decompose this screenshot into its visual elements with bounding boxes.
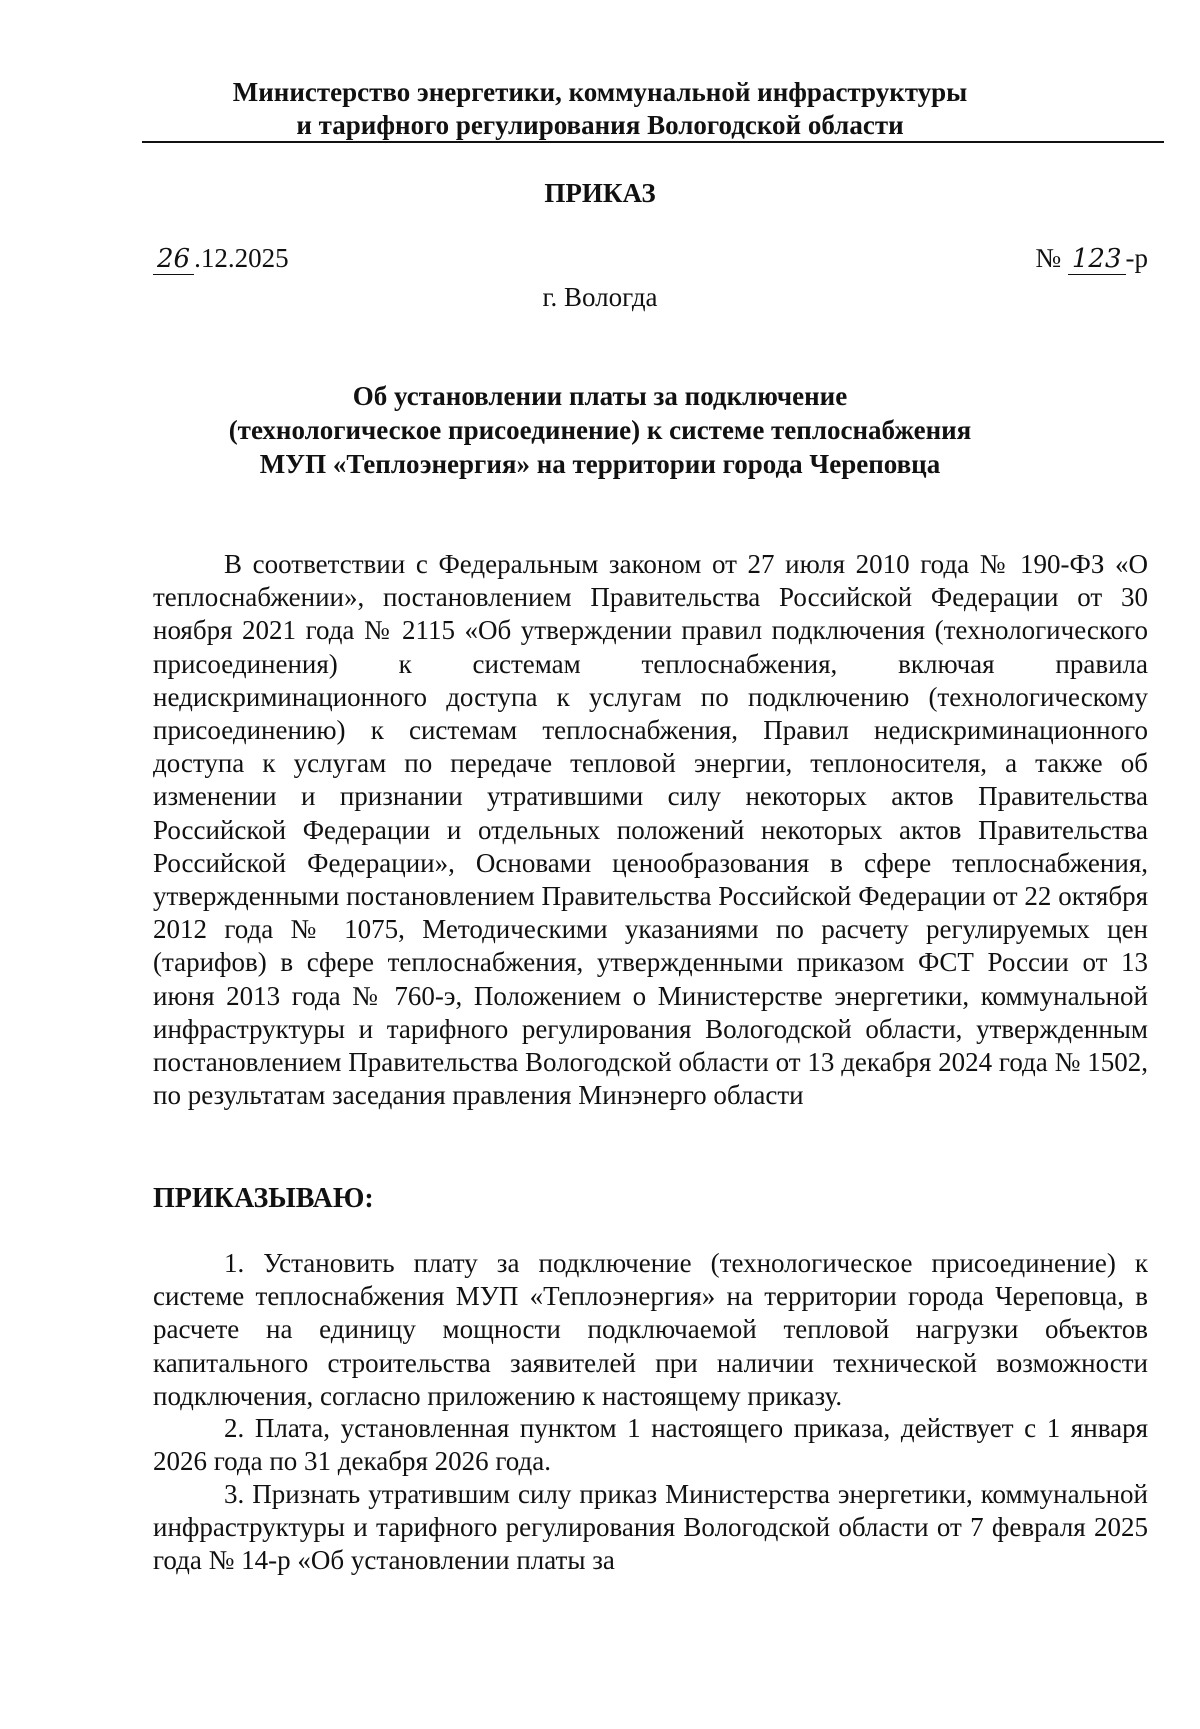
number-sign: № (1035, 243, 1062, 273)
order-point-1: 1. Установить плату за подключение (технологическое присоединение) к системе теплоснабжения МУП «Теплоэнергия» на территории города Череповца, в расчете на единицу мощности подключаемой тепловой нагрузки объектов капитального строительства заявителей при наличии технической возможности подключения, согласно приложению к настоящему приказу. (153, 1248, 1148, 1411)
date-month-year: .12.2025 (194, 243, 289, 273)
document-type: ПРИКАЗ (544, 178, 656, 208)
number-suffix: -р (1125, 243, 1148, 273)
ministry-line-2: и тарифного регулирования Вологодской области (296, 110, 904, 140)
order-point-3: 3. Признать утратившим силу приказ Министерства энергетики, коммунальной инфраструктуры и тарифного регулирования Вологодской области от 7 февраля 2025 года № 14-р «Об установлении платы за (153, 1479, 1148, 1576)
preamble-paragraph: В соответствии с Федеральным законом от 27 июля 2010 года № 190-ФЗ «О теплоснабжении», постановлением Правительства Российской Федерации от 30 ноября 2021 года № 2115 «Об утверждении правил подключения (технологического присоединения) к системам теплоснабжения, включая правила недискриминационного доступа к услугам по подключению (технологическому присоединению) к системам теплоснабжения, Правил недискриминационного доступа к услугам по передаче тепловой энергии, теплоносителя, а также об изменении и признании утратившими силу некоторых актов Правительства Российской Федерации и отдельных положений некоторых актов Правительства Российской Федерации», Основами ценообразования в сфере теплоснабжения, утвержденными постановлением Правительства Российской Федерации от 22 октября 2012 года № 1075, Методическими указаниями по расчету регулируемых цен (тарифов) в сфере теплоснабжения, утвержденными приказом ФСТ России от 13 июня 2013 года № 760-э, Положением о Министерстве энергетики, коммунальной инфраструктуры и тарифного регулирования Вологодской области, утвержденным постановлением Правительства Вологодской области от 13 декабря 2024 года № 1502, по результатам заседания правления Минэнерго области (153, 549, 1148, 1111)
city: г. Вологда (542, 282, 658, 312)
order-date (153, 243, 289, 274)
title-line-1: Об установлении платы за подключение (352, 381, 848, 411)
title-line-3: МУП «Теплоэнергия» на территории города Череповца (259, 449, 941, 479)
document-title (150, 379, 1050, 481)
ministry-line-1: Министерство энергетики, коммунальной инфраструктуры (232, 77, 968, 107)
ministry-header (150, 76, 1050, 142)
order-point-2: 2. Плата, установленная пунктом 1 настоящего приказа, действует с 1 января 2026 года по 31 декабря 2026 года. (153, 1413, 1148, 1477)
number-handwritten: 123 (1068, 244, 1126, 275)
header-divider (142, 141, 1164, 143)
title-line-2: (технологическое присоединение) к системе теплоснабжения (228, 415, 972, 445)
order-number (1035, 243, 1148, 274)
order-directive: ПРИКАЗЫВАЮ: (153, 1183, 374, 1214)
date-day-handwritten: 26 (153, 244, 194, 275)
